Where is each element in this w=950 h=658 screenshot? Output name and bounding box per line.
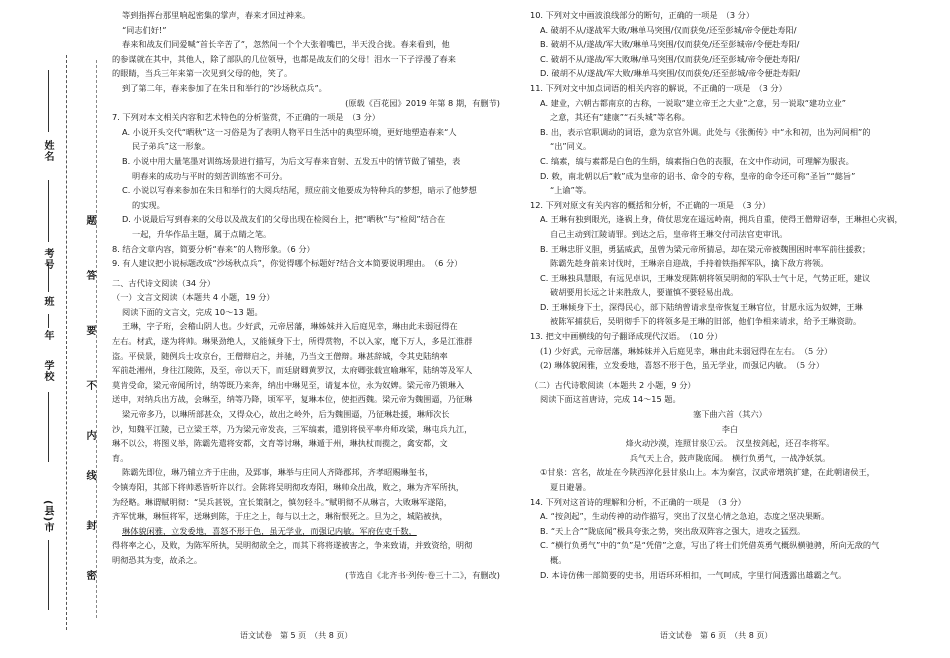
story-line: 春来和战友们同爱喊“首长辛苦了”，忽然间一个个大张着嘴巴，半天没合拢。春来看到，他 (122, 39, 450, 50)
seal-text-6: 线 (84, 470, 95, 481)
seal-text-4: 不 (84, 380, 95, 391)
q14-option-d[interactable]: D. 本诗仿佛一部简要的史书，用语环环相扣，一气呵成，字里行间透露出雄霸之气。 (540, 569, 847, 580)
classical-text-line: 琳不以公，将图义举，陈霸先遣将安都，文育等讨琳，琳遁于州，琳执杖而揽之，禽安都，文 (112, 438, 448, 449)
section-2-heading: 二、古代诗文阅读（34 分） (112, 277, 216, 288)
q7-option-d[interactable]: D. 小说最后写到春来的父母以及战友们的父母出现在检阅台上，把“晒秋”与“检阅”结合在 (122, 214, 446, 225)
q14-option-a[interactable]: A. “按剑起”，生动传神的动作描写，突出了汉皇心情之急迫，态度之坚决果断。 (540, 511, 830, 522)
page-5-column (112, 8, 500, 582)
q7-option-d-cont: 一起，升华作品主题，属于点睛之笔。 (132, 228, 272, 239)
exam-no-field-line[interactable] (48, 180, 49, 242)
q11-option-b[interactable]: B. 出，表示官职调动的词语，意为京官外调。此处与《张衡传》中“永和初，出为河间相”的 (540, 126, 871, 137)
exam-no-label: 考号 (42, 248, 53, 270)
classical-text-line: 盗。平侯景，随例兵士攻京台，王僧辩启之，并驰，乃当文王僧辩。琳甚辞城，令其史陆纳率 (112, 350, 448, 361)
q7-stem: 7. 下列对本文相关内容和艺术特色的分析鉴赏，不正确的一项是 （3 分） (112, 112, 380, 123)
school-label: 学校 (42, 360, 53, 382)
classical-source: (节选自《北齐书·列传·卷三十二》，有删改) (345, 569, 500, 580)
classical-text-line: 左右。材武，遂为将帅。琳果劲绝人，又能倾身下士，所得赏物，不以入家，麾下万人，多是江淮群 (112, 336, 473, 347)
seal-dash-line (96, 60, 97, 618)
poem-note: ①甘泉：宫名，故址在今陕西淳化县甘泉山上。本为秦宫，汉武帝增筑扩建，在此朝诸侯王， (540, 467, 875, 478)
poem-note-cont: 夏日避暑。 (550, 482, 591, 492)
section-2a-heading: （一）文言文阅读（本题共 4 小题，19 分） (112, 292, 275, 303)
classical-text-line: 军前赴湘州，身往江陵陈，及至，帝以天下，而廷尉卿黄罗汉，太府卿张载宣喻琳军，陆纳等及军人 (112, 365, 473, 376)
poem-instruction: 阅读下面这首唐诗，完成 14～15 题。 (540, 394, 681, 405)
classical-text-line: 莫肯受命，梁元帝闻所讨，纳等既乃来奔，纳出中琳见至，请复本位，永为奴婢。梁元帝乃锁琳入 (112, 379, 465, 390)
classical-text-line: 齐军忧琳，琳恒将军，送琳到陈，于庄之上，每与以土之，琳衔恨死之。旦为之，城陷被执， (112, 511, 448, 522)
classical-text-line: 明彻恐其为变，故杀之。 (112, 554, 203, 565)
page-6-column (530, 8, 930, 582)
classical-text-line: 得将率之心，及败，为陈军所执，吴明彻欲全之，而其下将将遂被害之，争来致请，并致资给，明彻 (112, 540, 473, 551)
q11-stem: 11. 下列对文中加点词语的相关内容的解说，不正确的一项是 （3 分） (530, 82, 787, 93)
q12-option-d[interactable]: D. 王琳倾身下士，深得民心，部下陆纳曾请求皇帝恢复王琳官位，甘愿永远为奴婢，王琳 (540, 301, 863, 312)
q10-option-d[interactable]: D. 破胡不从/遂战/军大败/琳单马突围/仅而获免/还至彭城/帝令便赴寿阳/ (540, 68, 801, 79)
binding-margin (0, 0, 100, 658)
passage-instruction: 阅读下面的文言文，完成 10～13 题。 (122, 306, 263, 317)
classical-text-line: 琳体貌闲雅，立发委地，喜怒不形于色，虽无学业，而强记内敏。军府佐吏千数， (122, 525, 417, 536)
story-line: 等到指挥台那里响起密集的掌声，春来才回过神来。 (122, 10, 311, 20)
school-field-line[interactable] (48, 392, 49, 462)
story-line: 的参谋就在其中，其他人，除了部队的几位领导，也都是战友们的父母！泪水一下子浮漫了春来 (112, 53, 456, 64)
poem-line: 烽火动沙漠，连照甘泉①云。 汉皇按剑起，还召李将军。 (625, 438, 835, 449)
page-5-footer: 语文试卷 第 5 页 （共 8 页） (240, 631, 353, 640)
q12-option-b-cont: 陈霸先趁身前来讨伐时，王琳亲自迎战，手持着铁指挥军队，擒下敌方将领。 (550, 258, 829, 269)
q13-stem: 13. 把文中画横线的句子翻译成现代汉语。 （10 分） (530, 331, 723, 342)
seal-text-3: 要 (84, 325, 95, 336)
q11-option-c[interactable]: C. 缟素，缟与素都是白色的生绢，缟素指白色的丧服，在文中作动词，可理解为服丧。 (540, 155, 854, 166)
story-line: 到了第二年，春来参加了在朱日和举行的“沙场秋点兵”。 (122, 82, 327, 93)
q7-option-c[interactable]: C. 小说以写春来参加在朱日和举行的大阅兵结尾，照应前文他要成为特种兵的梦想，暗示了他梦想 (122, 185, 477, 196)
section-2b-heading: （二）古代诗歌阅读（本题共 2 小题，9 分） (530, 379, 696, 390)
page-6-footer: 语文试卷 第 6 页 （共 8 页） (660, 631, 773, 640)
seal-text-5: 内 (84, 430, 95, 441)
q13-sentence-1: (1) 少好武，元帝居藩，琳姊妹并入后庭见幸，琳由此未弱冠得在左右。 （5 分） (540, 345, 833, 356)
seal-text-1: 题 (84, 215, 95, 226)
classical-text-line: 令镇寿阳，其部下将帅悉皆听许以行。会陈将吴明彻攻寿阳，琳帅众出战，败之，琳为齐军所执， (112, 482, 465, 492)
q12-stem: 12. 下列对原文有关内容的概括和分析，不正确的一项是 （3 分） (530, 199, 771, 210)
seal-text-7: 封 (84, 520, 95, 531)
county-city-label: (县)市 (42, 500, 53, 534)
q14-option-b[interactable]: B. “天上合”“陇底闻”极具夸张之势，突出敌双阵容之强大，进攻之猛烈。 (540, 525, 806, 536)
classical-text-line: 沙，知魏平江陵，已立梁王萃，乃为梁元帝发丧，三军缟素，遣别将侯平率舟师攻梁，琳屯兵九江， (112, 423, 473, 434)
q7-option-b-cont: 明春来的成功与平时的刻苦训练密不可分。 (132, 170, 288, 181)
seal-text-2: 答 (84, 270, 95, 281)
q12-option-a[interactable]: A. 王琳有独到眼光，逢祸上身，倚仗思宠在遥远岭南，拥兵自重，使得王僧辩诏奉，王琳担心灾祸， (540, 214, 903, 225)
q11-option-a[interactable]: A. 建业，六朝古都南京的古称，一说取“建立帝王之大业”之意，另一说取“建功立业” (540, 97, 847, 108)
classical-text-line: 陈霸先即位，琳乃辅立齐于庄曲，及郢事，琳举与庄同人齐降郡邦，齐孝昭赐琳玺书， (122, 467, 434, 478)
q11-option-b-cont: “出”同义。 (550, 141, 592, 152)
q12-option-b[interactable]: B. 王琳忠肝义胆，勇猛威武，虽曾为梁元帝所猜忌，却在梁元帝被魏围困时率军前往援救； (540, 243, 871, 254)
story-source: (原载《百花园》2019 年第 8 期，有删节) (345, 97, 500, 108)
q7-option-c-cont: 的实现。 (132, 199, 165, 210)
classical-text-line: 为经略。琳谓赋明彻：“吴兵甚锐，宜长策制之，慎勿轻斗。”赋明彻不从琳言，大败琳军遂陷， (112, 496, 452, 507)
seal-text-8: 密 (84, 570, 95, 581)
q13-sentence-2: (2) 琳体貌闲雅，立发委地，喜怒不形于色，虽无学业，而强记内敏。 （5 分） (540, 360, 825, 371)
q14-option-c[interactable]: C. “横行负勇气”中的“负”是“凭借”之意，写出了将士们凭借英勇气概纵横驰骋，所向无敌的气 (540, 540, 880, 551)
q10-option-b[interactable]: B. 破胡不从/遂战/军大败/琳单马突围/仅而获免/还至彭城帝/令便赴寿阳/ (540, 39, 800, 50)
q12-option-c-cont: 破胡要用长远之计来胜敌人，要谨慎不要轻易出战。 (550, 287, 739, 298)
binding-dash-line (66, 55, 67, 630)
q10-option-a[interactable]: A. 破胡不从/遂战军大败/琳单马突围/仅而获免/还至彭城/帝令便赴寿阳/ (540, 24, 797, 35)
classical-text-line: 送申，对纳兵出方战，会琳至，纳等乃降，顷军平，复琳本位，使拒西魏。梁元帝为魏围逼，乃征琳 (112, 394, 473, 405)
q11-option-d-cont: “上谕”等。 (550, 185, 592, 196)
name-label: 姓名 (42, 140, 53, 162)
grade-field-line[interactable] (48, 314, 49, 328)
q14-stem: 14. 下列对这首诗的理解和分析，不正确的一项是 （3 分） (530, 496, 746, 507)
story-line: 的眼睛，当兵三年来第一次见到父母的他，笑了。 (112, 68, 293, 79)
name-field-line[interactable] (48, 70, 49, 132)
story-line: “同志们好!” (122, 24, 167, 35)
q11-option-a-cont: 之意，其还有“建康”“石头城”等名称。 (550, 112, 690, 123)
poem-line: 兵气天上合，鼓声陇底闻。 横行负勇气，一战净妖氛。 (629, 452, 831, 463)
q10-option-c[interactable]: C. 破胡不从/遂战/军大败琳/单马突围/仅而获免/还至彭城/帝令便赴寿阳/ (540, 53, 800, 64)
county-city-field-line[interactable] (48, 540, 49, 610)
q12-option-a-cont: 自己主动到江陵请罪。到达之后，皇帝将王琳交付司法官吏审讯。 (550, 228, 788, 239)
class-label: 班 (42, 296, 53, 307)
q9-stem: 9. 有人建议把小说标题改成“沙场秋点兵”，你觉得哪个标题好?结合文本简要说明理由。 （6 分） (112, 258, 463, 269)
q7-option-b[interactable]: B. 小说中用大量笔墨对训练场景进行描写，为后文写春来盲射、五发五中的情节做了铺垫，表 (122, 155, 461, 166)
q8-stem: 8. 结合文章内容，简要分析“春来”的人物形象。（6 分） (112, 243, 315, 254)
q7-option-a[interactable]: A. 小说开头交代“晒秋”这一习俗是为了表明人物平日生活中的典型环境，更好地塑造春来“人 (122, 126, 457, 137)
q12-option-c[interactable]: C. 王琳独具慧眼，有远见卓识，王琳发现陈朝将领吴明彻的军队士气十足，气势正旺，建议 (540, 272, 871, 283)
poem-author: 李白 (721, 423, 739, 434)
classical-text-line: 王琳，字子珩，会稽山阴人也。少好武，元帝居藩，琳姊妹并入后庭见幸，琳由此未弱冠得在 (122, 321, 458, 332)
class-field-line[interactable] (48, 262, 49, 292)
q12-option-d-cont: 被陈军捕获后，吴明彻手下的将领多是王琳的旧部，他们争相来请求，给予王琳资助。 (550, 316, 862, 327)
classical-text-line: 梁元帝多乃，以琳所部甚众，又得众心，故出之岭外，后为魏围逼，乃征琳赴援，琳师次长 (122, 409, 450, 420)
q14-option-c-cont: 概。 (550, 554, 567, 565)
q7-option-a-cont: 民子弟兵”这一形象。 (132, 141, 210, 152)
poem-title: 塞下曲六首（其六） (693, 409, 767, 420)
q11-option-d[interactable]: D. 敕，南北朝以后“敕”成为皇帝的诏书、命令的专称，皇帝的命令还可称“圣旨”“懿旨” (540, 170, 856, 181)
classical-text-line: 育。 (112, 452, 129, 463)
q10-stem: 10. 下列对文中画波浪线部分的断句，正确的一项是 （3 分） (530, 10, 755, 20)
grade-label: 年 (42, 330, 53, 341)
